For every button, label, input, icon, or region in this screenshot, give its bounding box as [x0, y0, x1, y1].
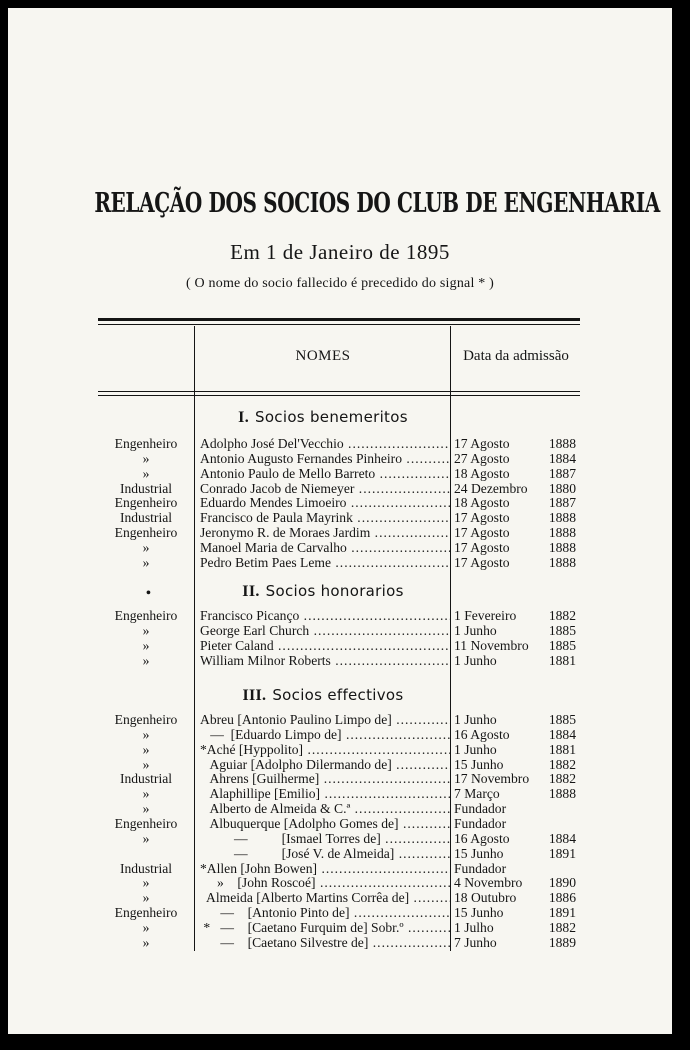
member-row — [8, 846, 672, 862]
admission-year: 1888 — [548, 525, 576, 541]
section-title: Socios honorarios — [265, 582, 404, 600]
member-name-text: William Milnor Roberts ..... — [200, 653, 450, 668]
column-header-date: Data da admissão — [463, 348, 569, 364]
member-name-text: Almeida [Alberto Martins Corrêa de] ..... — [200, 890, 450, 905]
member-name-text: Ahrens [Guilherme] ..... — [200, 771, 450, 786]
member-profession: Engenheiro — [114, 525, 178, 541]
admission-year: 1888 — [548, 510, 576, 526]
admission-date: 1 Julho — [454, 919, 494, 935]
admission-year: 1888 — [548, 786, 576, 802]
member-name-text: — [Antonio Pinto de] ..... — [200, 905, 450, 920]
member-name-text: Francisco Picanço ..... — [200, 608, 450, 623]
member-row — [8, 816, 672, 832]
member-profession: » — [142, 756, 150, 772]
admission-date: 17 Agosto — [454, 539, 510, 555]
admission-date: 15 Junho — [454, 756, 504, 772]
member-profession: » — [142, 919, 150, 935]
member-name — [200, 757, 450, 773]
member-name — [200, 712, 450, 728]
member-name-text: Pedro Betim Paes Leme ..... — [200, 555, 450, 570]
member-row — [8, 451, 672, 467]
admission-year: 1891 — [548, 905, 576, 921]
member-row — [8, 861, 672, 877]
member-name-text: Albuquerque [Adolpho Gomes de] ..... — [200, 816, 450, 831]
member-name — [200, 510, 450, 526]
member-profession: » — [142, 726, 150, 742]
member-profession: Industrial — [119, 860, 173, 876]
admission-date: 1 Junho — [454, 741, 497, 757]
member-name-text: — [José V. de Almeida] ..... — [200, 846, 450, 861]
member-name — [200, 935, 450, 951]
member-row — [8, 831, 672, 847]
member-row — [8, 905, 672, 921]
member-row — [8, 935, 672, 951]
member-name — [200, 875, 450, 891]
member-row — [8, 466, 672, 482]
section-title: Socios effectivos — [272, 686, 404, 704]
section-heading — [196, 408, 450, 427]
admission-year: 1885 — [548, 637, 576, 653]
member-name-text: — [Eduardo Limpo de] ..... — [200, 727, 450, 742]
member-profession: » — [142, 830, 150, 846]
member-name — [200, 623, 450, 639]
admission-date: Fundador — [454, 801, 507, 817]
admission-date: 18 Agosto — [454, 465, 510, 481]
admission-date: 24 Dezembro — [454, 480, 528, 496]
admission-date: 11 Novembro — [454, 637, 529, 653]
admission-date: 17 Agosto — [454, 525, 510, 541]
admission-year: 1884 — [548, 450, 576, 466]
member-name — [200, 436, 450, 452]
admission-year: 1889 — [548, 934, 576, 950]
header-bottom-rule-2 — [98, 395, 580, 396]
member-profession: » — [142, 934, 150, 950]
stray-mark: • — [146, 586, 151, 601]
page-subtitle: Em 1 de Janeiro de 1895 — [230, 240, 450, 264]
member-name-text: » [John Roscoé] ..... — [200, 875, 450, 890]
member-profession: » — [142, 801, 150, 817]
member-profession: » — [142, 450, 150, 466]
member-name-text: Alaphillipe [Emilio] ..... — [200, 786, 450, 801]
member-row — [8, 875, 672, 891]
admission-year: 1886 — [548, 890, 576, 906]
member-name — [200, 742, 450, 758]
member-profession: Engenheiro — [114, 495, 178, 511]
admission-date: 1 Fevereiro — [454, 608, 517, 623]
admission-date: 15 Junho — [454, 845, 504, 861]
member-name-text: Alberto de Almeida & C.ª ..... — [200, 801, 450, 816]
member-row — [8, 801, 672, 817]
page-title: RELAÇÃO DOS SOCIOS DO CLUB DE ENGENHARIA — [94, 188, 660, 219]
member-profession: » — [142, 786, 150, 802]
section-heading — [196, 686, 450, 705]
admission-year: 1887 — [548, 495, 576, 511]
admission-date: 17 Agosto — [454, 436, 510, 451]
member-name — [200, 495, 450, 511]
table-top-rule-thick — [98, 318, 580, 321]
member-name-text: * — [Caetano Furquim de] Sobr.º ..... — [200, 920, 450, 935]
section-number: III. — [242, 687, 267, 704]
member-row — [8, 786, 672, 802]
deceased-note: ( O nome do socio fallecido é precedido do signal * ) — [185, 276, 494, 291]
member-name-text: Manoel Maria de Carvalho ..... — [200, 540, 450, 555]
member-row — [8, 481, 672, 497]
admission-date: 17 Agosto — [454, 554, 510, 570]
admission-year: 1884 — [548, 830, 576, 846]
member-profession: » — [142, 637, 150, 653]
admission-date: Fundador — [454, 860, 507, 876]
member-name — [200, 525, 450, 541]
member-profession: Engenheiro — [114, 608, 178, 623]
member-row — [8, 525, 672, 541]
member-row — [8, 653, 672, 669]
member-profession: » — [142, 741, 150, 757]
member-row — [8, 495, 672, 511]
member-name-text: Pieter Caland ..... — [200, 638, 450, 653]
member-name-text: Francisco de Paula Mayrink ..... — [200, 510, 450, 525]
header-bottom-rule-1 — [98, 391, 580, 392]
admission-year: 1885 — [548, 712, 576, 727]
section-heading — [196, 582, 450, 601]
member-name — [200, 608, 450, 624]
member-row — [8, 510, 672, 526]
member-row — [8, 920, 672, 936]
member-name-text: Jeronymo R. de Moraes Jardim ..... — [200, 525, 450, 540]
member-row — [8, 712, 672, 728]
admission-year: 1890 — [548, 875, 576, 891]
admission-year: 1891 — [548, 845, 576, 861]
member-name — [200, 555, 450, 571]
member-row — [8, 727, 672, 743]
admission-date: 1 Junho — [454, 712, 497, 727]
member-name-text: — [Ismael Torres de] ..... — [200, 831, 450, 846]
member-profession: Engenheiro — [114, 712, 178, 727]
admission-year: 1882 — [548, 756, 576, 772]
member-profession: Engenheiro — [114, 905, 178, 921]
section-number: II. — [242, 583, 260, 600]
member-profession: Industrial — [119, 510, 173, 526]
admission-date: 1 Junho — [454, 652, 497, 668]
admission-year: 1881 — [548, 652, 576, 668]
member-name — [200, 861, 450, 877]
member-profession: » — [142, 875, 150, 891]
member-name-text: Adolpho José Del'Vecchio ..... — [200, 436, 450, 451]
admission-date: 17 Novembro — [454, 771, 530, 787]
member-name — [200, 481, 450, 497]
member-row — [8, 540, 672, 556]
member-name — [200, 905, 450, 921]
document-page — [8, 8, 672, 1034]
member-name-text: Aguiar [Adolpho Dilermando de] ..... — [200, 757, 450, 772]
member-profession: Industrial — [119, 480, 173, 496]
admission-year: 1887 — [548, 465, 576, 481]
admission-year: 1884 — [548, 726, 576, 742]
section-title: Socios benemeritos — [255, 408, 408, 426]
member-row — [8, 890, 672, 906]
member-name-text: George Earl Church ..... — [200, 623, 450, 638]
member-name — [200, 831, 450, 847]
admission-year: 1882 — [548, 919, 576, 935]
member-profession: » — [142, 652, 150, 668]
member-name — [200, 846, 450, 862]
member-name — [200, 920, 450, 936]
admission-date: 16 Agosto — [454, 726, 510, 742]
member-name — [200, 540, 450, 556]
admission-date: 27 Agosto — [454, 450, 510, 466]
member-name-text: Abreu [Antonio Paulino Limpo de] ..... — [200, 712, 450, 727]
admission-date: 15 Junho — [454, 905, 504, 921]
section-number: I. — [238, 409, 249, 426]
member-row — [8, 608, 672, 624]
member-name — [200, 890, 450, 906]
admission-date: 18 Outubro — [454, 890, 517, 906]
admission-year: 1888 — [548, 554, 576, 570]
admission-year: 1888 — [548, 436, 576, 451]
admission-year: 1882 — [548, 771, 576, 787]
member-name-text: — [Caetano Silvestre de] ..... — [200, 935, 450, 950]
member-name — [200, 653, 450, 669]
column-header-names: NOMES — [295, 348, 351, 364]
member-name — [200, 771, 450, 787]
member-name — [200, 638, 450, 654]
member-name-text: Antonio Paulo de Mello Barreto ..... — [200, 466, 450, 481]
member-name — [200, 801, 450, 817]
admission-date: Fundador — [454, 815, 507, 831]
member-name-text: Eduardo Mendes Limoeiro ..... — [200, 495, 450, 510]
member-name — [200, 466, 450, 482]
member-name-text: *Aché [Hyppolito] ..... — [200, 742, 450, 757]
member-row — [8, 742, 672, 758]
table-top-rule-thin — [98, 324, 580, 325]
member-profession: » — [142, 554, 150, 570]
member-profession: » — [142, 622, 150, 638]
member-row — [8, 623, 672, 639]
member-profession: » — [142, 890, 150, 906]
member-profession: Engenheiro — [114, 815, 178, 831]
member-name-text: *Allen [John Bowen] ..... — [200, 861, 450, 876]
member-name — [200, 451, 450, 467]
admission-date: 1 Junho — [454, 622, 497, 638]
admission-year: 1882 — [548, 608, 576, 623]
member-profession: » — [142, 465, 150, 481]
admission-date: 7 Março — [454, 786, 500, 802]
admission-year: 1880 — [548, 480, 576, 496]
member-row — [8, 436, 672, 452]
member-profession: » — [142, 539, 150, 555]
member-name — [200, 816, 450, 832]
member-row — [8, 757, 672, 773]
admission-date: 18 Agosto — [454, 495, 510, 511]
admission-year: 1881 — [548, 741, 576, 757]
admission-date: 16 Agosto — [454, 830, 510, 846]
member-name — [200, 727, 450, 743]
member-name — [200, 786, 450, 802]
member-name-text: Antonio Augusto Fernandes Pinheiro ..... — [200, 451, 450, 466]
admission-year: 1888 — [548, 539, 576, 555]
member-row — [8, 638, 672, 654]
member-row — [8, 771, 672, 787]
admission-date: 7 Junho — [454, 934, 497, 950]
member-profession: Engenheiro — [114, 436, 178, 451]
admission-date: 17 Agosto — [454, 510, 510, 526]
admission-year: 1885 — [548, 622, 576, 638]
member-name-text: Conrado Jacob de Niemeyer ..... — [200, 481, 450, 496]
admission-date: 4 Novembro — [454, 875, 523, 891]
member-profession: Industrial — [119, 771, 173, 787]
member-row — [8, 555, 672, 571]
